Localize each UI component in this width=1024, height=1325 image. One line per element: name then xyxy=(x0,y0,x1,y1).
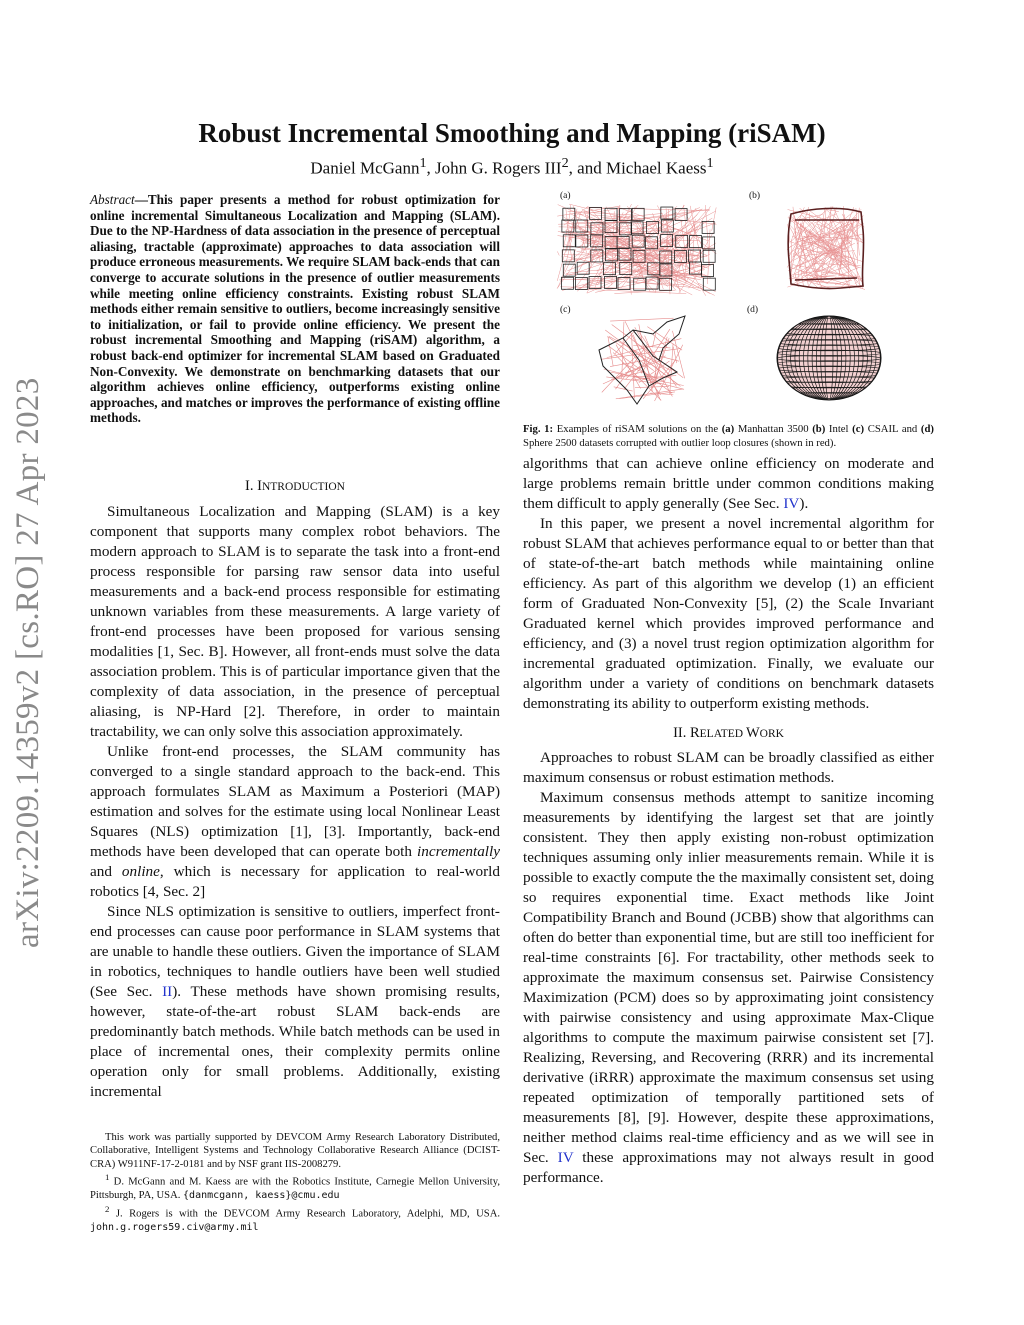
section-link[interactable]: IV xyxy=(783,495,800,512)
outlier-edge xyxy=(620,392,675,399)
outlier-edge xyxy=(649,279,657,283)
outlier-edge xyxy=(557,251,559,255)
section-introduction xyxy=(90,478,500,1102)
panel-label: (b) xyxy=(749,191,761,201)
outlier-edge xyxy=(570,205,571,214)
outlier-edge xyxy=(616,389,683,399)
author-name: John G. Rogers III xyxy=(435,158,562,178)
outlier-edge xyxy=(829,217,832,227)
author-separator: , xyxy=(426,158,436,178)
email[interactable]: john.g.rogers59.civ@army.mil xyxy=(90,1221,259,1233)
footnote: $^2$ J. Rogers is with the DEVCOM Army Research Laboratory, Adelphi, MD, USA. john.g.rogers59.civ@army.mil xyxy=(90,1203,500,1233)
paragraph: In this paper, we present a novel incremental algorithm for robust SLAM that achieves performance equal to or better than that of state-of-the-art batch methods while maintaining online efficiency. As part of this algorithm we develop (1) an efficient form of Graduated Non-Convexity [5], (2) the Scale Invariant Graduated kernel which provides improved performance and efficiency, and (3) a novel trust region optimization algorithm for incremental graduated optimization. Finally, we evaluate our algorithm under a variety of conditions on benchmark datasets demonstrating its ability to outperform existing methods. xyxy=(523,515,934,712)
section-heading: II. RELATED WORK xyxy=(673,725,784,741)
outlier-edges xyxy=(601,318,685,401)
footnotes xyxy=(90,1131,500,1234)
abstract-label: Abstract xyxy=(90,192,135,207)
intel-plot xyxy=(781,200,871,296)
figure-caption: Fig. 1: Examples of riSAM solutions on the (a) Manhattan 3500 (b) Intel (c) CSAIL and (d) Sphere 2500 datasets corrupted with outlier loop closures (shown in red). xyxy=(523,423,934,449)
figure-1 xyxy=(523,186,934,412)
panel-label: (c) xyxy=(560,305,571,315)
outlier-edge xyxy=(610,318,673,321)
abstract xyxy=(90,192,500,426)
outlier-edges xyxy=(787,206,865,289)
paragraph: Maximum consensus methods attempt to sanitize incoming measurements by identifying the largest set that are jointly consistent. They then apply existing non-robust optimization techniques assuming only inlier measurements remain. While it is possible to exactly compute the the maximally consistent set, doing so requires exponential time. Exact methods like Joint Compatibility Branch and Bound (JCBB) show that algorithms can often do better than exponential time, but are still too inefficient for real-time constraints [6]. For tractability, other methods seek to approximate the maximum consensus set. Pairwise Consistency Maximization (PCM) does so by approximating joint consistency with pairwise consistency and using approximate Max-Clique algorithms to compute the maximum pairwise consistent set [7]. Realizing, Reversing, and Recovering (RRR) and its incremental derivative (iRRR) approximate the maximum consensus set using repeated optimization of temporally partitioned sets of measurements [8], [9]. However, despite these approximations, neither method claims real-time efficiency and as we will see in Sec. IV these approximations may not always result in good performance. xyxy=(523,789,934,1186)
right-column-text xyxy=(523,454,934,1188)
paragraph: algorithms that can achieve online efficiency on moderate and large problems remain brittle under common conditions making them difficult to apply generally (See Sec. IV). xyxy=(523,455,934,512)
sphere-plot xyxy=(773,312,885,404)
manhattan-plot xyxy=(553,200,723,300)
author-name: Daniel McGann xyxy=(310,158,420,178)
abstract-dash: — xyxy=(134,192,148,207)
trajectory-block xyxy=(703,237,715,249)
outlier-edge xyxy=(679,206,711,259)
outlier-edge xyxy=(798,280,862,287)
outlier-edge xyxy=(616,345,640,389)
paragraph: Approaches to robust SLAM can be broadly classified as either maximum consensus or robust estimation methods. xyxy=(523,749,934,786)
author-separator: , and xyxy=(568,158,606,178)
outlier-edge xyxy=(614,387,633,391)
section-link[interactable]: II xyxy=(162,983,173,1000)
panel-label: (d) xyxy=(747,305,759,315)
author-line xyxy=(0,155,1024,179)
funding-note: This work was partially supported by DEVCOM Army Research Laboratory Distributed, Collaborative, Intelligent Systems and Technology Collaborative Research Alliance (DCIST-CRA) W911NF-17-2-0181 and by NSF grant IIS-2008279. xyxy=(90,1132,500,1170)
section-heading: I. INTRODUCTION xyxy=(245,478,345,494)
abstract-text: This paper presents a method for robust optimization for online incremental Simultaneous Localization and Mapping (SLAM). Due to the NP-Hardness of data association in the presence of perceptual aliasing, tractable (approximate) approaches to data association will produce erroneous measurements. We require SLAM back-ends that can converge to accurate solutions in the presence of outlier measurements while meeting online efficiency constraints. Existing robust SLAM methods either remain sensitive to outliers, become increasingly sensitive to initialization, or fail to provide online efficiency. We present the robust incremental Smoothing and Mapping (riSAM) algorithm, a robust back-end optimizer for incremental SLAM based on Graduated Non-Convexity. We demonstrate on benchmarking datasets that our algorithm achieves online efficiency, outperforms existing online approaches, and matches or improves the performance of existing offline methods. xyxy=(90,192,500,426)
panel-label: (a) xyxy=(560,191,571,201)
paragraph: Since NLS optimization is sensitive to outliers, imperfect front-end processes can cause poor performance in SLAM systems that are unable to handle these outliers. Given the importance of SLAM in robotics, techniques to handle outliers have been well studied (See Sec. II). These methods have shown promising results, however, state-of-the-art robust SLAM back-ends are predominantly batch methods. While batch methods can be used in place of incremental ones, their complexity permits online operation only for small problems. Additionally, existing incremental xyxy=(90,903,501,1100)
paragraph: Simultaneous Localization and Mapping (SLAM) is a key component that supports many complex robot behaviors. The modern approach to SLAM is to separate the task into a front-end process responsible for parsing raw sensor data into useful measurements and a back-end process responsible for estimating unknown variables from these measurements. A large variety of front-end processes have been proposed for various sensing modalities [1, Sec. B]. However, all front-ends must solve the data association problem. This is of particular importance given that the complexity of data association, in the presence of perceptual aliasing, is NP-Hard [2]. Therefore, in order to maintain tractability, we can only solve this association approximately. xyxy=(90,503,500,740)
outlier-edge xyxy=(645,283,704,288)
affiliation-mark: 1 xyxy=(419,155,427,171)
trajectory-block xyxy=(561,277,573,289)
footnote: $^1$ D. McGann and M. Kaess are with the Robotics Institute, Carnegie Mellon University, Pittsburgh, PA, USA. {danmcgann, kaess}@cmu.edu xyxy=(90,1172,500,1202)
paper-title: Robust Incremental Smoothing and Mapping (riSAM) xyxy=(198,118,826,148)
email[interactable]: {danmcgann, kaess}@cmu.edu xyxy=(183,1190,340,1202)
outlier-edge xyxy=(608,336,613,366)
arxiv-identifier: arXiv:2209.14359v2 [cs.RO] 27 Apr 2023 xyxy=(10,377,46,948)
paragraph: Unlike front-end processes, the SLAM community has converged to a single standard approach to the back-end. This approach formulates SLAM as Maximum a Posteriori (MAP) estimation and solves for the estimate using local Nonlinear Least Squares (NLS) optimization [1], [3]. Importantly, back-end methods have been developed that can operate both incrementally and online, which is necessary for application to real-world robotics [4, Sec. 2] xyxy=(90,743,500,900)
affiliation-mark: 2 xyxy=(561,155,569,171)
outlier-edge xyxy=(691,235,716,254)
section-link[interactable]: IV xyxy=(557,1149,574,1166)
csail-plot xyxy=(593,308,703,412)
author-name: Michael Kaess xyxy=(605,158,707,178)
affiliation-mark: 1 xyxy=(706,155,714,171)
outlier-edge xyxy=(792,265,846,275)
